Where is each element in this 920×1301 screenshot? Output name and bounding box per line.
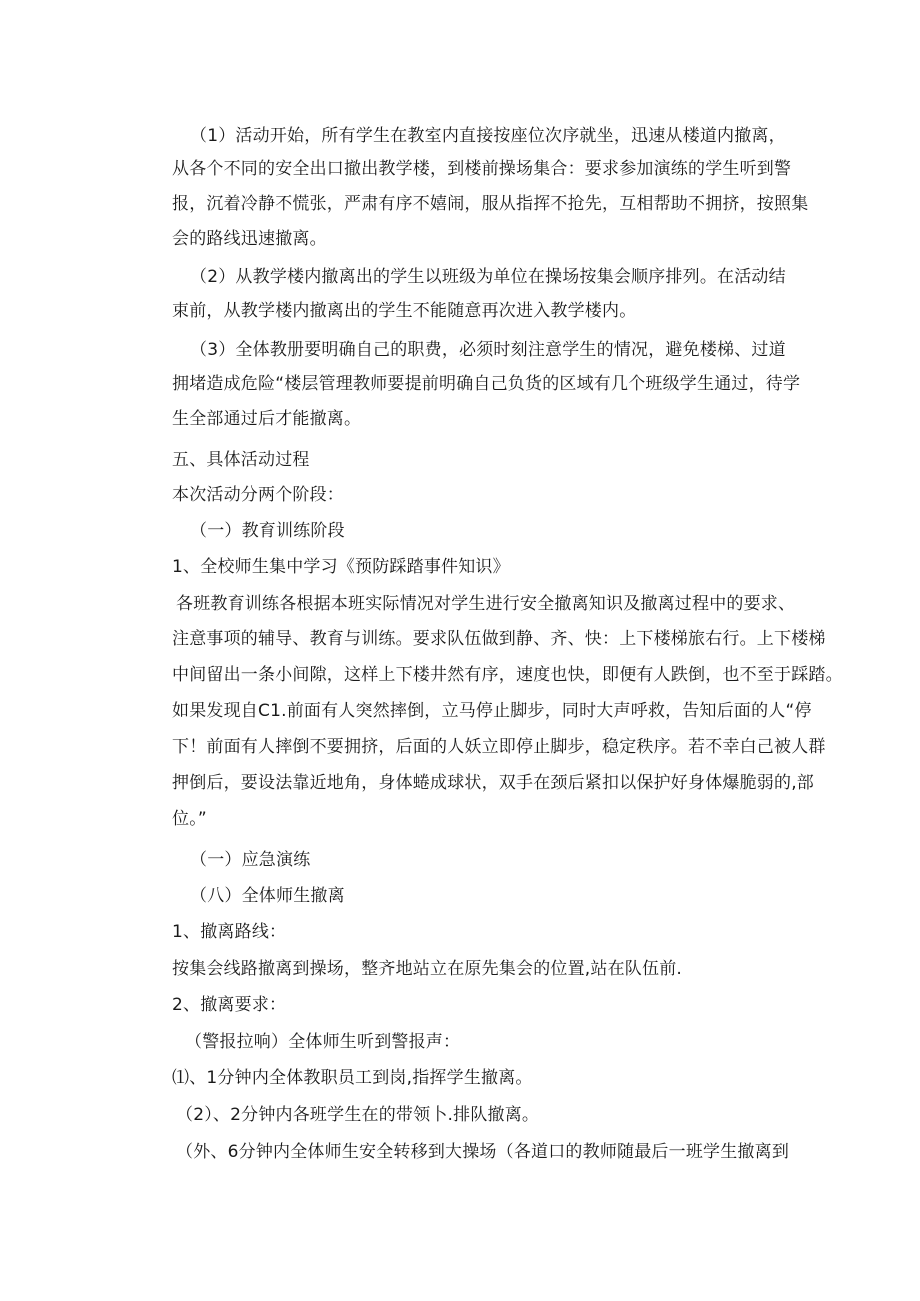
paragraph-line: 按集会线路撤离到操场，整齐地站立在原先集会的位置,站在队伍前. [172, 959, 683, 979]
paragraph-line: 本次活动分两个阶段： [172, 485, 344, 505]
paragraph-line: 束前，从教学楼内撤离出的学生不能随意再次进入教学楼内。 [172, 301, 637, 321]
paragraph-line: 下！前面有人摔倒不要拥挤，后面的人妖立即停止脚步，稳定秩序。若不幸白己被人群 [172, 737, 826, 757]
paragraph-line: 注意事项的辅导、教育与训练。要求队伍做到静、齐、快：上下楼梯旅右行。上下楼梯 [172, 629, 826, 649]
paragraph-line: 生全部通过后才能撤离。 [172, 409, 362, 429]
paragraph-line: 会的路线迅速撤离。 [172, 229, 327, 249]
paragraph-line: 中间留出一条小间隙，这样上下楼井然有序，速度也快，即便有人跌倒，也不至于踩踏。 [172, 665, 843, 685]
list-item: （2）、2分钟内各班学生在的带领卜.排队撤离。 [176, 1105, 540, 1125]
paragraph-line: 拥堵造成危险“楼层管理教师要提前明确自己负货的区域有几个班级学生通过，待学 [172, 374, 801, 394]
subsection-heading: （一）应急演练 [190, 850, 311, 870]
list-item: ⑴、1分钟内全体教职员工到岗,指挥学生撤离。 [172, 1068, 533, 1088]
paragraph-line: （1）活动开始，所有学生在教室内直接按座位次序就坐，迅速从楼道内撤离， [190, 126, 786, 146]
paragraph-line: 如果发现自C1.前面有人突然摔倒，立马停止脚步，同时大声呼救，告知后面的人“停 [172, 701, 812, 721]
paragraph-line: （警报拉响）全体师生听到警报声： [185, 1032, 461, 1052]
paragraph-line: 押倒后，要设法靠近地角，身体蜷成球状，双手在颈后紧扣以保护好身体爆脆弱的,部 [172, 773, 815, 793]
paragraph-line: 报，沉着冷静不慌张，严肃有序不嬉闹，服从指挥不抢先，互相帮助不拥挤，按照集 [172, 194, 809, 214]
section-heading: 五、具体活动过程 [172, 450, 310, 470]
paragraph-line: （2）从教学楼内撤离出的学生以班级为单位在操场按集会顺序排列。在活动结 [190, 267, 786, 287]
item-heading: 1、撤离路线： [172, 922, 287, 942]
subsection-heading: （八）全体师生撤离 [190, 886, 345, 906]
item-heading: 1、全校师生集中学习《预防踩踏事件知识》 [172, 557, 510, 577]
list-item: （外、6分钟内全体师生安全转移到大操场（各道口的教师随最后一班学生撤离到 [176, 1142, 790, 1162]
subsection-heading: （一）教育训练阶段 [190, 521, 345, 541]
paragraph-line: 从各个不同的安全出口撤出教学楼，到楼前操场集合：要求参加演练的学生听到警 [172, 159, 792, 179]
paragraph-line: 各班教育训练各根据本班实际情况对学生进行安全撤离知识及撤离过程中的要求、 [176, 594, 796, 614]
item-heading: 2、撤离要求： [172, 995, 287, 1015]
paragraph-line: （3）全体教册要明确自己的职费，必须时刻注意学生的情况，避免楼梯、过道 [190, 340, 786, 360]
paragraph-line: 位。” [172, 809, 207, 829]
